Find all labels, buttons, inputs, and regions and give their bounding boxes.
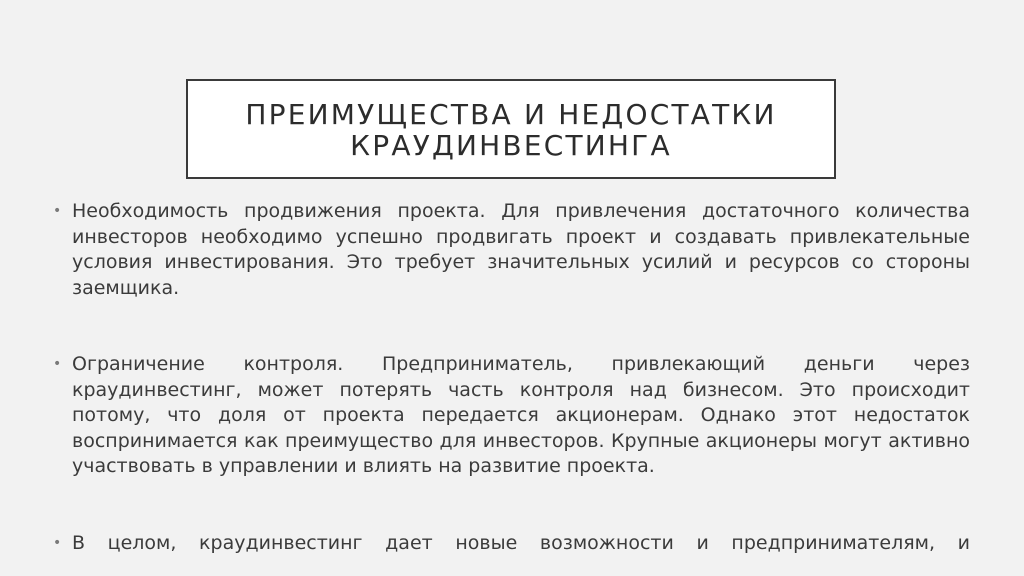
bullet-dot-icon: • [53, 356, 62, 372]
bullet-dot-icon: • [53, 203, 62, 219]
bullet-text-conclusion: В целом, краудинвестинг дает новые возможности и предпринимателям, и [72, 531, 970, 554]
slide-title-line-1: ПРЕИМУЩЕСТВА И НЕДОСТАТКИ [245, 98, 777, 131]
bullet-item-control [50, 352, 970, 480]
bullet-list [50, 199, 970, 576]
bullet-item-conclusion [50, 531, 970, 557]
slide-title-line-2: КРАУДИНВЕСТИНГА [350, 129, 672, 162]
bullet-text-control: Ограничение контроля. Предприниматель, привлекающий деньги через краудинвестинг, может потерять часть контроля над бизнесом. Это происходит потому, что доля от проекта передается акционерам. Однако этот недостаток воспринимается как преимущество для инвесторов. Крупные акционеры могут активно участвовать в управлении и влиять на развитие проекта. [72, 353, 970, 477]
slide-title [245, 99, 776, 161]
bullet-text-promotion: Необходимость продвижения проекта. Для привлечения достаточного количества инвесторов необходимо успешно продвигать проект и создавать привлекательные условия инвестирования. Это требует значительных усилий и ресурсов со стороны заемщика. [72, 200, 970, 299]
bullet-item-promotion [50, 199, 970, 301]
title-box [186, 79, 836, 179]
bullet-dot-icon: • [53, 534, 62, 551]
